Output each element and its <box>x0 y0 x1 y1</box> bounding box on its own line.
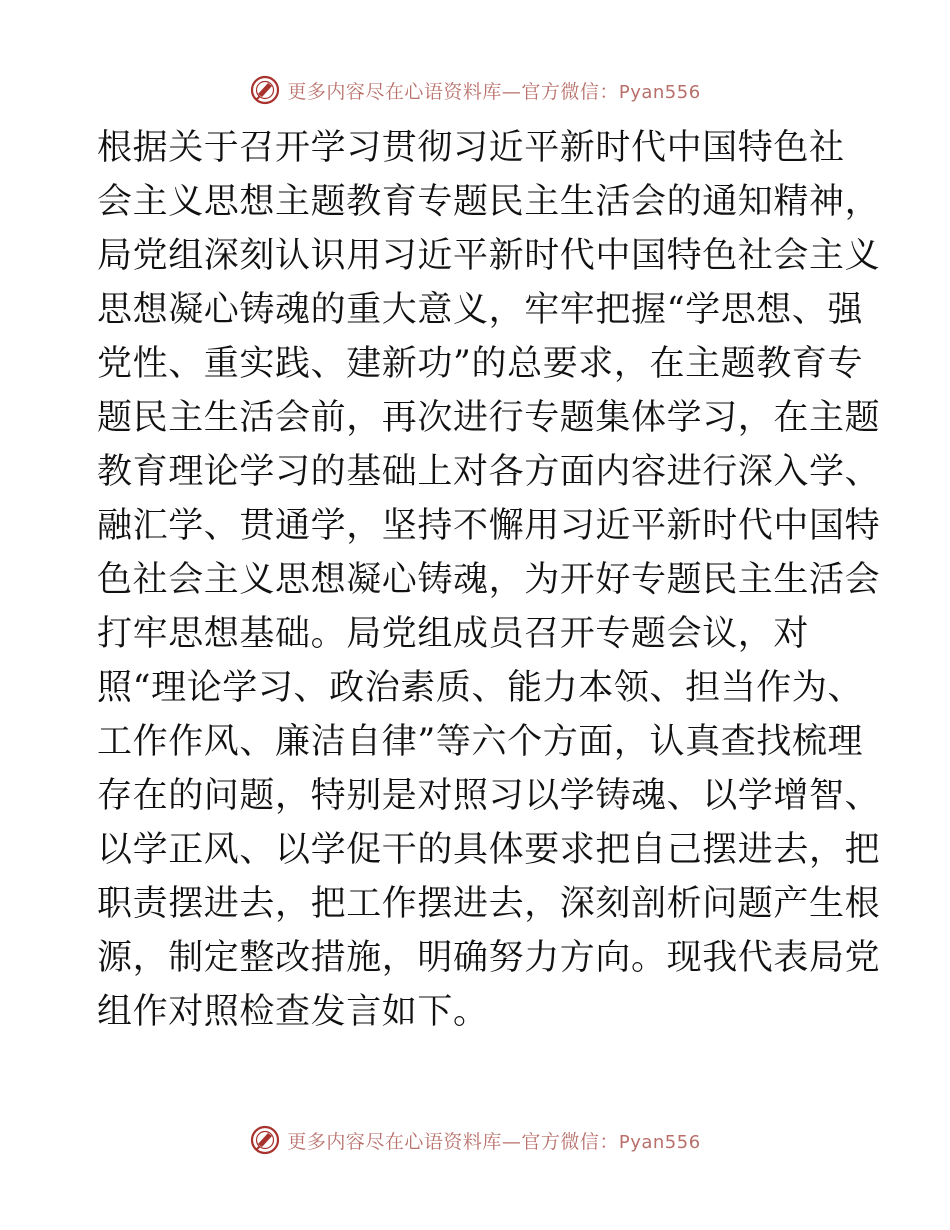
body-line: 工作作风、廉洁自律”等六个方面，认真查找梳理 <box>97 722 864 762</box>
body-line: 打牢思想基础。局党组成员召开专题会议，对 <box>97 614 810 654</box>
body-line: 根据关于召开学习贯彻习近平新时代中国特色社 <box>97 128 845 168</box>
body-line: 存在的问题，特别是对照习以学铸魂、以学增智、 <box>97 776 881 816</box>
body-line: 融汇学、贯通学，坚持不懈用习近平新时代中国特 <box>97 506 881 546</box>
seal-logo-icon <box>249 74 281 106</box>
body-line: 组作对照检查发言如下。 <box>97 992 489 1032</box>
body-line: 思想凝心铸魂的重大意义，牢牢把握“学思想、强 <box>97 290 864 330</box>
header-banner-text: 更多内容尽在心语资料库—官方微信：Pyan556 <box>287 80 701 103</box>
body-line: 以学正风、以学促干的具体要求把自己摆进去，把 <box>97 830 881 870</box>
footer-banner-text: 更多内容尽在心语资料库—官方微信：Pyan556 <box>287 1130 701 1153</box>
seal-logo-icon <box>249 1124 281 1156</box>
body-line: 会主义思想主题教育专题民主生活会的通知精神， <box>97 182 881 222</box>
body-line: 源，制定整改措施，明确努力方向。现我代表局党 <box>97 938 881 978</box>
header-banner <box>0 70 950 110</box>
footer-banner <box>0 1120 950 1160</box>
body-line: 党性、重实践、建新功”的总要求，在主题教育专 <box>97 344 864 384</box>
body-line: 色社会主义思想凝心铸魂，为开好专题民主生活会 <box>97 560 881 600</box>
body-line: 教育理论学习的基础上对各方面内容进行深入学、 <box>97 452 881 492</box>
body-line: 题民主生活会前，再次进行专题集体学习，在主题 <box>97 398 881 438</box>
document-body <box>97 121 881 1039</box>
body-line: 局党组深刻认识用习近平新时代中国特色社会主义 <box>97 236 881 276</box>
body-line: 职责摆进去，把工作摆进去，深刻剖析问题产生根 <box>97 884 881 924</box>
body-line: 照“理论学习、政治素质、能力本领、担当作为、 <box>97 668 864 708</box>
